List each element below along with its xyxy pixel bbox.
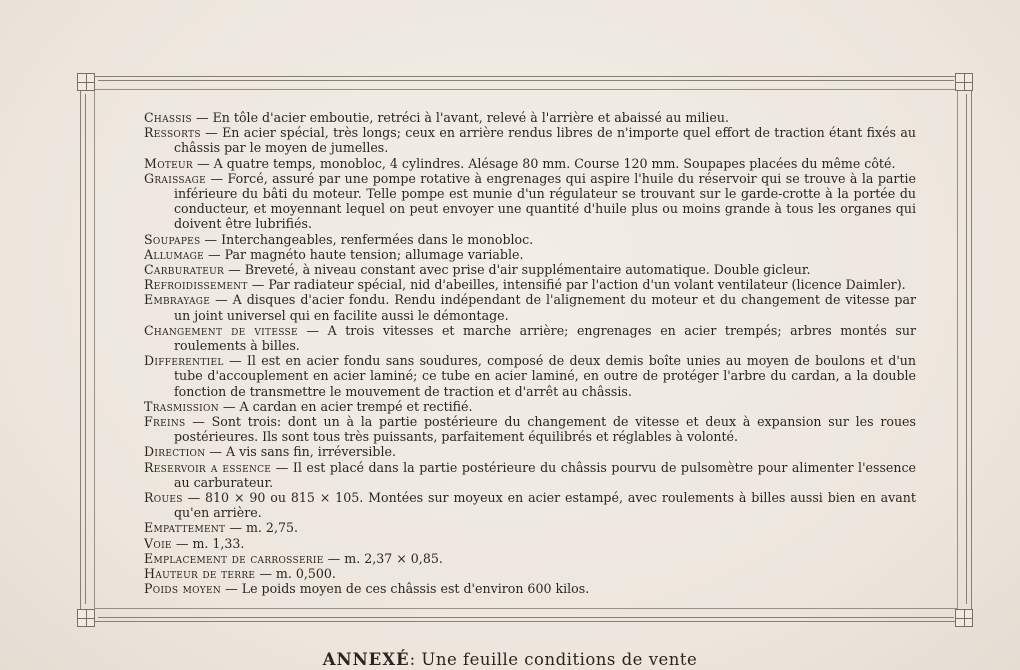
spec-entry: [144, 247, 916, 262]
spec-entry: [144, 551, 916, 566]
spec-term: Freins: [144, 414, 186, 430]
spec-text: Breveté, à niveau constant avec prise d'air supplémentaire automatique. Double gicleur.: [244, 262, 811, 278]
frame-corner-ornament: [77, 609, 95, 627]
spec-entry: [144, 125, 916, 155]
spec-text: Il est en acier fondu sans soudures, composé de deux demis boîte unies au moyen de boulons et d'un tube d'accouplement en acier laminé; ce tube en acier laminé, en outre de protéger l'arbre du cardan, a la double fonction de transmettre le mouvement de traction et d'arrêt au châssis.: [174, 353, 917, 399]
spec-separator: —: [208, 246, 221, 262]
spec-term: Embrayage: [144, 292, 211, 308]
spec-separator: —: [306, 322, 319, 338]
spec-text: A trois vitesses et marche arrière; engrenages en acier trempés; arbres montés sur roulements à billes.: [174, 322, 916, 354]
spec-entry: [144, 262, 916, 277]
spec-entry: [144, 292, 916, 322]
frame-corner-ornament: [955, 609, 973, 627]
spec-separator: —: [209, 444, 223, 460]
spec-entry: [144, 277, 916, 292]
spec-separator: —: [327, 550, 341, 566]
spec-term: Refroidissement: [144, 277, 248, 293]
spec-text: Il est placé dans la partie postérieure du châssis pourvu de pulsomètre pour alimenter l'essence au carburateur.: [174, 459, 916, 490]
spec-entry: [144, 520, 916, 535]
annex-line: ANNEXÉ: Une feuille conditions de vente: [322, 650, 698, 669]
spec-term: Graissage: [144, 170, 207, 186]
spec-term: Differentiel: [144, 353, 224, 369]
spec-term: Voie: [144, 535, 172, 551]
spec-entry: [144, 444, 916, 459]
spec-term: Moteur: [144, 155, 194, 171]
annex-text: Une feuille conditions de vente: [421, 650, 698, 669]
spec-text: A quatre temps, monobloc, 4 cylindres. Alésage 80 mm. Course 120 mm. Soupapes placées du même côté.: [213, 155, 896, 171]
spec-separator: —: [196, 110, 209, 125]
spec-text: En acier spécial, très longs; ceux en arrière rendus libres de n'importe quel effort de traction étant fixés au châssis par le moyen de jumelles.: [174, 125, 916, 156]
spec-term: Emplacement de carrosserie: [144, 550, 324, 566]
spec-term: Empattement: [144, 520, 226, 536]
spec-entry: [144, 156, 916, 171]
annex-label: ANNEXÉ: [322, 650, 410, 669]
spec-term: Chassis: [144, 110, 192, 125]
spec-text: Le poids moyen de ces châssis est d'environ 600 kilos.: [241, 581, 590, 597]
spec-separator: —: [259, 566, 272, 582]
frame-rule-left: [85, 94, 86, 604]
spec-separator: —: [225, 581, 238, 597]
spec-term: Trasmission: [144, 398, 219, 414]
spec-text: A vis sans fin, irréversible.: [226, 444, 396, 460]
spec-term: Ressorts: [144, 125, 201, 141]
spec-entry: [144, 171, 916, 232]
spec-term: Poids moyen: [144, 581, 222, 597]
frame-corner-ornament: [955, 73, 973, 91]
spec-separator: —: [204, 231, 218, 247]
spec-entry: [144, 490, 916, 520]
spec-entry: [144, 536, 916, 551]
spec-term: Direction: [144, 444, 206, 460]
frame-rule-right: [966, 94, 967, 604]
spec-text: A disques d'acier fondu. Rendu indépendant de l'alignement du moteur et du changement de vitesse par un joint universel qui en facilite aussi le démontage.: [174, 292, 916, 323]
spec-separator: —: [229, 520, 242, 536]
spec-text: m. 2,75.: [245, 520, 298, 536]
spec-separator: —: [205, 125, 218, 141]
spec-text: m. 1,33.: [192, 535, 245, 551]
spec-entry: [144, 232, 916, 247]
spec-separator: —: [228, 353, 242, 369]
spec-entry: [144, 399, 916, 414]
spec-entry: [144, 323, 916, 353]
frame-corner-ornament: [77, 73, 95, 91]
spec-term: Carburateur: [144, 262, 225, 278]
spec-term: Allumage: [144, 246, 205, 262]
spec-text: Sont trois: dont un à la partie postérieure du changement de vitesse et deux à expansion sur les roues postérieures. Ils sont tous très puissants, parfaitement équilibrés et réglables à volonté.: [174, 414, 916, 445]
frame-rule-top: [98, 80, 954, 81]
spec-separator: —: [210, 170, 224, 186]
spec-text: 810 × 90 ou 815 × 105. Montées sur moyeux en acier estampé, avec roulements à billes aussi bien en avant qu'en arrière.: [174, 490, 916, 521]
frame-rule-bottom: [98, 617, 954, 618]
spec-text: Interchangeables, renfermées dans le monobloc.: [221, 231, 534, 247]
spec-text: Forcé, assuré par une pompe rotative à engrenages qui aspire l'huile du réservoir qui se trouve à la partie inférieure du bâti du moteur. Telle pompe est munie d'un régulateur se trouvant sur le garde-crotte à la portée du conducteur, et moyennant lequel on peut envoyer une quantité d'huile plus ou moins grande à tous les organes qui doivent être lubrifiés.: [174, 170, 916, 232]
spec-separator: —: [215, 292, 228, 308]
spec-separator: —: [197, 155, 210, 171]
spec-separator: —: [275, 459, 289, 475]
spec-entry: [144, 414, 916, 444]
spec-separator: —: [192, 414, 205, 430]
spec-term: Hauteur de terre: [144, 566, 256, 582]
spec-text: Par magnéto haute tension; allumage variable.: [224, 246, 524, 262]
spec-text: m. 2,37 × 0,85.: [344, 550, 443, 566]
spec-term: Changement de vitesse: [144, 322, 298, 338]
spec-term: Soupapes: [144, 231, 201, 247]
spec-separator: —: [228, 262, 241, 278]
spec-term: Roues: [144, 490, 183, 506]
spec-text: Par radiateur spécial, nid d'abeilles, intensifié par l'action d'un volant ventilateur (licence Daimler).: [268, 277, 906, 293]
spec-entry: [144, 353, 916, 399]
spec-text: En tôle d'acier emboutie, retréci à l'avant, relevé à l'arrière et abaissé au milieu.: [212, 110, 729, 125]
spec-entry: [144, 566, 916, 581]
spec-entry: [144, 110, 916, 125]
spec-text: A cardan en acier trempé et rectifié.: [239, 398, 473, 414]
specification-list: [144, 110, 916, 597]
spec-text: m. 0,500.: [275, 566, 336, 582]
spec-term: Reservoir a essence: [144, 459, 272, 475]
spec-separator: —: [175, 535, 189, 551]
spec-entry: [144, 460, 916, 490]
spec-separator: —: [187, 490, 201, 506]
spec-separator: —: [222, 398, 236, 414]
spec-entry: [144, 581, 916, 596]
spec-separator: —: [251, 277, 265, 293]
